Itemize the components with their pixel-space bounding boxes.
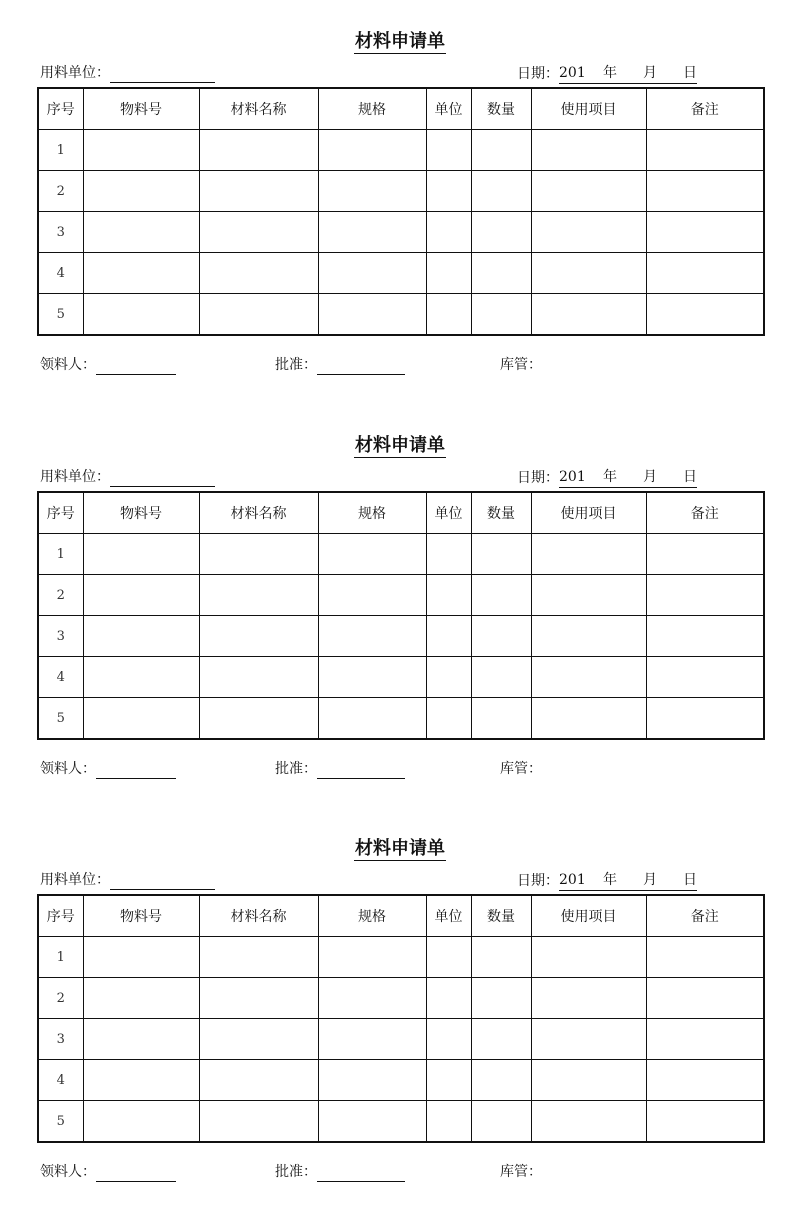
table-cell[interactable] (318, 937, 426, 978)
column-header: 使用项目 (531, 88, 646, 130)
table-row (38, 1060, 764, 1101)
table-cell[interactable] (318, 294, 426, 336)
table-cell[interactable] (199, 171, 318, 212)
table-cell[interactable] (199, 253, 318, 294)
request-table (37, 894, 765, 1143)
column-header: 单位 (426, 88, 471, 130)
table-cell[interactable] (646, 171, 764, 212)
date-year: 201 (559, 469, 586, 485)
table-cell[interactable] (426, 616, 471, 657)
table-cell[interactable] (426, 130, 471, 171)
row-number: 1 (38, 937, 83, 978)
table-cell[interactable] (646, 130, 764, 171)
approve-field (275, 355, 405, 375)
table-cell[interactable] (426, 575, 471, 616)
table-cell[interactable] (531, 171, 646, 212)
row-number: 1 (38, 130, 83, 171)
table-cell[interactable] (471, 698, 531, 740)
table-cell[interactable] (471, 534, 531, 575)
column-header: 使用项目 (531, 492, 646, 534)
table-cell[interactable] (199, 657, 318, 698)
approve-field (275, 759, 405, 779)
column-header: 材料名称 (199, 895, 318, 937)
table-cell[interactable] (83, 253, 199, 294)
date-year: 201 (559, 65, 586, 81)
table-cell[interactable] (83, 212, 199, 253)
row-number: 3 (38, 616, 83, 657)
table-cell[interactable] (471, 253, 531, 294)
table-cell[interactable] (83, 130, 199, 171)
table-cell[interactable] (426, 657, 471, 698)
receiver-field (40, 1162, 176, 1182)
column-header: 规格 (318, 88, 426, 130)
column-header: 使用项目 (531, 895, 646, 937)
table-cell[interactable] (646, 1101, 764, 1143)
table-cell[interactable] (471, 937, 531, 978)
year-label: 年 (603, 65, 617, 81)
storekeeper-field (500, 759, 542, 779)
table-cell[interactable] (83, 1019, 199, 1060)
column-header: 备注 (646, 895, 764, 937)
table-row (38, 698, 764, 740)
unit-blank[interactable] (110, 875, 215, 890)
storekeeper-label: 库管： (500, 761, 542, 777)
approve-blank[interactable] (317, 1167, 405, 1182)
table-cell[interactable] (471, 171, 531, 212)
table-cell[interactable] (318, 1019, 426, 1060)
table-header-row (38, 492, 764, 534)
row-number: 3 (38, 212, 83, 253)
table-cell[interactable] (318, 698, 426, 740)
request-table (37, 87, 765, 336)
unit-field (40, 63, 215, 83)
table-cell[interactable] (531, 1101, 646, 1143)
approve-blank[interactable] (317, 764, 405, 779)
table-cell[interactable] (646, 1060, 764, 1101)
table-row (38, 937, 764, 978)
table-cell[interactable] (318, 171, 426, 212)
table-cell[interactable] (318, 657, 426, 698)
receiver-label: 领料人： (40, 357, 96, 373)
table-cell[interactable] (646, 294, 764, 336)
table-cell[interactable] (199, 575, 318, 616)
column-header: 材料名称 (199, 88, 318, 130)
approve-field (275, 1162, 405, 1182)
row-number: 5 (38, 1101, 83, 1143)
receiver-label: 领料人： (40, 761, 96, 777)
table-cell[interactable] (318, 212, 426, 253)
receiver-blank[interactable] (96, 764, 176, 779)
table-cell[interactable] (318, 616, 426, 657)
table-cell[interactable] (426, 1019, 471, 1060)
date-field (517, 467, 697, 488)
row-number: 4 (38, 1060, 83, 1101)
table-cell[interactable] (531, 616, 646, 657)
table-cell[interactable] (471, 212, 531, 253)
column-header: 序号 (38, 492, 83, 534)
table-row (38, 130, 764, 171)
table-cell[interactable] (471, 130, 531, 171)
table-cell[interactable] (471, 978, 531, 1019)
table-cell[interactable] (318, 253, 426, 294)
table-cell[interactable] (83, 1060, 199, 1101)
material-request-form (0, 0, 800, 404)
table-cell[interactable] (318, 1101, 426, 1143)
table-cell[interactable] (426, 212, 471, 253)
table-cell[interactable] (531, 937, 646, 978)
row-number: 2 (38, 171, 83, 212)
day-label: 日 (683, 469, 697, 485)
column-header: 单位 (426, 895, 471, 937)
table-cell[interactable] (531, 575, 646, 616)
month-label: 月 (643, 469, 657, 485)
unit-label: 用料单位： (40, 469, 110, 485)
unit-blank[interactable] (110, 68, 215, 83)
table-cell[interactable] (471, 294, 531, 336)
approve-label: 批准： (275, 357, 317, 373)
table-cell[interactable] (646, 534, 764, 575)
table-row (38, 294, 764, 336)
table-header-row (38, 88, 764, 130)
column-header: 物料号 (83, 88, 199, 130)
table-cell[interactable] (83, 937, 199, 978)
table-cell[interactable] (83, 616, 199, 657)
table-cell[interactable] (199, 212, 318, 253)
table-cell[interactable] (83, 698, 199, 740)
form-title-row (0, 434, 800, 458)
table-cell[interactable] (83, 575, 199, 616)
column-header: 数量 (471, 88, 531, 130)
table-cell[interactable] (199, 1019, 318, 1060)
day-label: 日 (683, 872, 697, 888)
column-header: 规格 (318, 492, 426, 534)
table-cell[interactable] (426, 1101, 471, 1143)
column-header: 数量 (471, 492, 531, 534)
form-title-row (0, 837, 800, 861)
table-cell[interactable] (531, 1019, 646, 1060)
date-field (517, 63, 697, 84)
table-cell[interactable] (199, 1101, 318, 1143)
table-cell[interactable] (531, 130, 646, 171)
table-cell[interactable] (646, 253, 764, 294)
table-cell[interactable] (318, 1060, 426, 1101)
row-number: 4 (38, 253, 83, 294)
column-header: 数量 (471, 895, 531, 937)
table-cell[interactable] (426, 978, 471, 1019)
table-row (38, 978, 764, 1019)
table-row (38, 1101, 764, 1143)
table-cell[interactable] (471, 575, 531, 616)
column-header: 单位 (426, 492, 471, 534)
table-cell[interactable] (83, 978, 199, 1019)
table-header-row (38, 895, 764, 937)
table-cell[interactable] (531, 212, 646, 253)
material-request-form (0, 807, 800, 1211)
row-number: 4 (38, 657, 83, 698)
table-cell[interactable] (471, 1101, 531, 1143)
date-blank[interactable] (559, 63, 697, 84)
column-header: 物料号 (83, 492, 199, 534)
year-label: 年 (603, 872, 617, 888)
table-cell[interactable] (471, 616, 531, 657)
month-label: 月 (643, 872, 657, 888)
table-cell[interactable] (199, 130, 318, 171)
day-label: 日 (683, 65, 697, 81)
table-cell[interactable] (646, 657, 764, 698)
table-cell[interactable] (426, 534, 471, 575)
table-cell[interactable] (531, 294, 646, 336)
form-title: 材料申请单 (355, 435, 445, 456)
table-cell[interactable] (646, 616, 764, 657)
table-cell[interactable] (426, 698, 471, 740)
table-body (38, 937, 764, 1143)
storekeeper-field (500, 1162, 542, 1182)
table-cell[interactable] (318, 978, 426, 1019)
storekeeper-label: 库管： (500, 1164, 542, 1180)
month-label: 月 (643, 65, 657, 81)
column-header: 规格 (318, 895, 426, 937)
table-cell[interactable] (426, 294, 471, 336)
table-cell[interactable] (531, 978, 646, 1019)
table-row (38, 616, 764, 657)
table-cell[interactable] (199, 978, 318, 1019)
column-header: 材料名称 (199, 492, 318, 534)
row-number: 2 (38, 575, 83, 616)
approve-label: 批准： (275, 1164, 317, 1180)
column-header: 备注 (646, 88, 764, 130)
receiver-blank[interactable] (96, 360, 176, 375)
storekeeper-field (500, 355, 542, 375)
date-label: 日期： (517, 470, 559, 486)
date-year: 201 (559, 872, 586, 888)
table-row (38, 212, 764, 253)
table-cell[interactable] (318, 534, 426, 575)
table-cell[interactable] (646, 937, 764, 978)
request-table (37, 491, 765, 740)
unit-blank[interactable] (110, 472, 215, 487)
table-row (38, 171, 764, 212)
table-row (38, 657, 764, 698)
form-title: 材料申请单 (355, 31, 445, 52)
table-cell[interactable] (531, 657, 646, 698)
table-cell[interactable] (318, 130, 426, 171)
date-label: 日期： (517, 873, 559, 889)
table-cell[interactable] (83, 1101, 199, 1143)
row-number: 5 (38, 698, 83, 740)
unit-label: 用料单位： (40, 872, 110, 888)
date-field (517, 870, 697, 891)
table-cell[interactable] (646, 698, 764, 740)
table-cell[interactable] (646, 212, 764, 253)
receiver-label: 领料人： (40, 1164, 96, 1180)
table-cell[interactable] (199, 534, 318, 575)
table-cell[interactable] (426, 253, 471, 294)
date-blank[interactable] (559, 467, 697, 488)
year-label: 年 (603, 469, 617, 485)
table-cell[interactable] (199, 698, 318, 740)
table-cell[interactable] (426, 937, 471, 978)
table-cell[interactable] (199, 616, 318, 657)
row-number: 5 (38, 294, 83, 336)
row-number: 1 (38, 534, 83, 575)
form-title: 材料申请单 (355, 838, 445, 859)
table-cell[interactable] (426, 171, 471, 212)
table-cell[interactable] (199, 1060, 318, 1101)
table-body (38, 130, 764, 336)
storekeeper-label: 库管： (500, 357, 542, 373)
table-cell[interactable] (531, 698, 646, 740)
material-request-form (0, 404, 800, 808)
table-row (38, 534, 764, 575)
table-cell[interactable] (646, 1019, 764, 1060)
table-cell[interactable] (83, 171, 199, 212)
table-cell[interactable] (531, 534, 646, 575)
table-row (38, 1019, 764, 1060)
table-cell[interactable] (83, 294, 199, 336)
unit-field (40, 870, 215, 890)
table-cell[interactable] (471, 1060, 531, 1101)
table-body (38, 534, 764, 740)
table-row (38, 253, 764, 294)
table-cell[interactable] (646, 978, 764, 1019)
column-header: 备注 (646, 492, 764, 534)
table-cell[interactable] (471, 1019, 531, 1060)
approve-blank[interactable] (317, 360, 405, 375)
row-number: 2 (38, 978, 83, 1019)
approve-label: 批准： (275, 761, 317, 777)
column-header: 序号 (38, 88, 83, 130)
column-header: 物料号 (83, 895, 199, 937)
table-cell[interactable] (199, 937, 318, 978)
row-number: 3 (38, 1019, 83, 1060)
date-blank[interactable] (559, 870, 697, 891)
table-cell[interactable] (426, 1060, 471, 1101)
table-cell[interactable] (83, 657, 199, 698)
form-title-row (0, 30, 800, 54)
receiver-field (40, 759, 176, 779)
table-row (38, 575, 764, 616)
unit-field (40, 467, 215, 487)
receiver-blank[interactable] (96, 1167, 176, 1182)
table-cell[interactable] (318, 575, 426, 616)
table-cell[interactable] (646, 575, 764, 616)
date-label: 日期： (517, 66, 559, 82)
receiver-field (40, 355, 176, 375)
table-cell[interactable] (531, 253, 646, 294)
table-cell[interactable] (83, 534, 199, 575)
column-header: 序号 (38, 895, 83, 937)
unit-label: 用料单位： (40, 65, 110, 81)
table-cell[interactable] (199, 294, 318, 336)
table-cell[interactable] (531, 1060, 646, 1101)
table-cell[interactable] (471, 657, 531, 698)
